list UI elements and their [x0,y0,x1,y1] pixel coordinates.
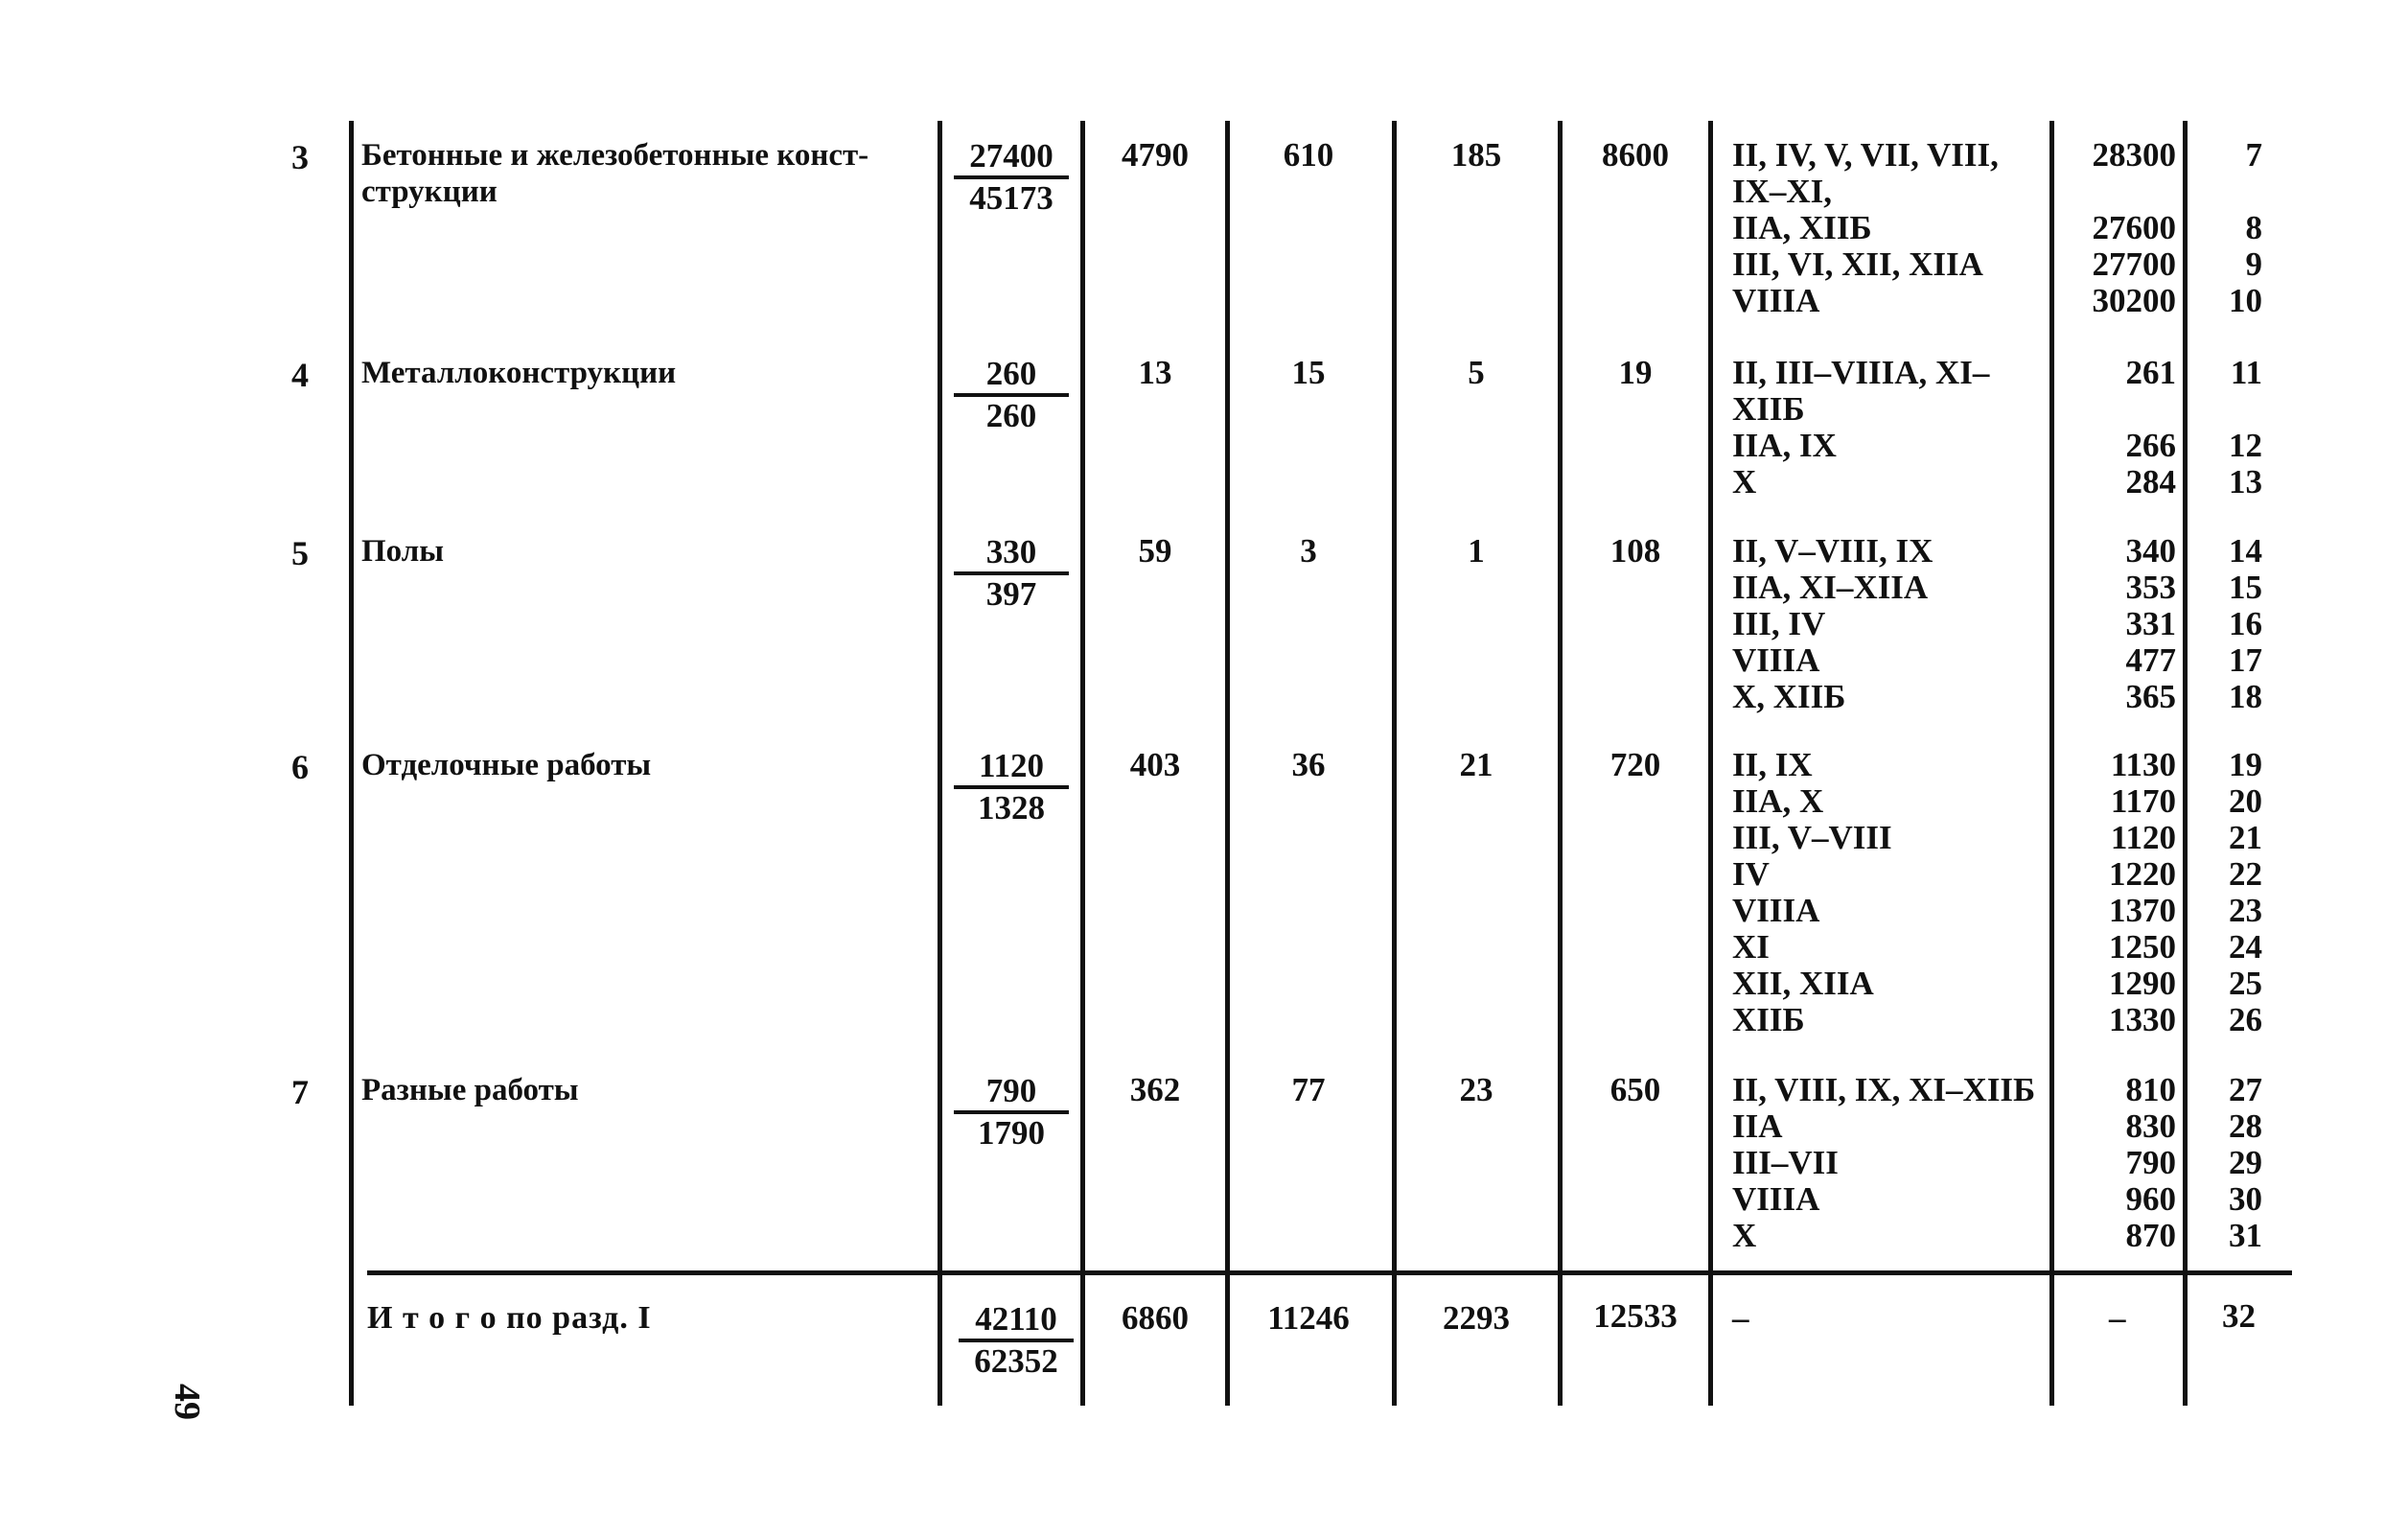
fraction-denominator: 260 [985,397,1037,434]
index-line: 12 [2229,427,2262,464]
region-line: IIA [1732,1107,1783,1145]
region-line: XII, XIIA [1732,965,1874,1002]
fraction-denominator: 397 [985,575,1037,613]
region-line: II, VIII, IX, XI–XIIБ [1732,1071,2036,1108]
work-name: Бетонные и железобетонные конст-струкции [361,138,869,209]
value-col2: 610 [1283,136,1334,174]
index-line: 24 [2229,928,2262,966]
column-rule [2183,121,2188,1406]
value-col1: 4790 [1122,136,1189,174]
value-line: 1250 [2109,928,2176,966]
value-line: 1120 [2110,819,2176,856]
index-line: 25 [2229,965,2262,1002]
region-line: XIIБ [1732,390,1805,428]
index-line: 30 [2229,1180,2262,1218]
value-line: 27700 [2092,245,2176,283]
region-line: III, IV [1732,605,1826,642]
value-col2: 77 [1291,1071,1326,1108]
value-line: 27600 [2092,209,2176,246]
value-line [2061,174,2176,210]
index-list [2195,137,2262,319]
region-list [1732,355,2049,501]
value-list [2061,355,2176,501]
index-line: 28 [2229,1107,2262,1145]
index-line: 9 [2245,245,2262,283]
fraction-numerator: 330 [954,533,1069,575]
region-list [1732,137,2049,319]
value-line: 477 [2125,641,2176,679]
region-line: VIIIA [1732,641,1820,679]
value-col4: 650 [1609,1071,1661,1108]
value-line: 1370 [2109,892,2176,929]
value-line: 1220 [2109,855,2176,893]
row-number: 6 [291,748,309,786]
index-line: 15 [2229,569,2262,606]
value-line: 261 [2125,354,2176,391]
column-rule [349,121,354,1406]
column-rule [1080,121,1085,1406]
total-col2: 11246 [1267,1299,1350,1337]
total-col3: 2293 [1443,1299,1510,1337]
index-line [2195,174,2262,210]
index-line: 8 [2245,209,2262,246]
region-line: X [1732,1217,1757,1254]
region-list [1732,533,2049,715]
total-value: – [2109,1299,2126,1337]
value-col1: 362 [1129,1071,1181,1108]
total-fraction-top: 42110 [959,1300,1074,1342]
value-list [2061,137,2176,319]
value-line: 870 [2125,1217,2176,1254]
value-line: 790 [2125,1144,2176,1181]
fraction [954,747,1069,827]
value-line: 810 [2125,1071,2176,1108]
total-separator [367,1270,2292,1275]
region-line: IIA, IX [1732,427,1837,464]
value-col1: 59 [1138,532,1172,570]
value-col4: 19 [1618,354,1653,391]
region-line: IV [1732,855,1770,893]
value-list [2061,1072,2176,1254]
index-line: 10 [2229,282,2262,319]
row-number: 5 [291,534,309,572]
region-line: VIIIA [1732,1180,1820,1218]
work-name: Полы [361,534,445,569]
index-line: 11 [2230,354,2262,391]
fraction-numerator: 790 [954,1072,1069,1114]
index-line: 14 [2229,532,2262,570]
value-col1: 13 [1138,354,1172,391]
value-line: 30200 [2092,282,2176,319]
value-line: 365 [2125,678,2176,715]
index-line: 19 [2229,746,2262,783]
work-name: Металлоконструкции [361,356,677,390]
fraction-numerator: 260 [954,355,1069,397]
fraction [954,355,1069,435]
value-col3: 185 [1450,136,1502,174]
value-line: 331 [2125,605,2176,642]
value-list [2061,747,2176,1038]
value-line: 28300 [2092,136,2176,174]
fraction [954,533,1069,614]
region-line: III–VII [1732,1144,1839,1181]
index-list [2195,533,2262,715]
region-line: IIA, XIIБ [1732,209,1872,246]
value-line: 830 [2125,1107,2176,1145]
total-regions: – [1732,1299,1749,1337]
column-rule [1225,121,1230,1406]
fraction [954,137,1069,218]
value-col3: 21 [1459,746,1493,783]
index-line: 7 [2245,136,2262,174]
index-line: 31 [2229,1217,2262,1254]
index-line: 18 [2229,678,2262,715]
index-line: 16 [2229,605,2262,642]
index-list [2195,747,2262,1038]
value-line: 1330 [2109,1001,2176,1038]
total-fraction-bottom: 62352 [974,1342,1058,1380]
value-line: 1130 [2110,746,2176,783]
value-col2: 3 [1300,532,1317,570]
column-rule [1708,121,1713,1406]
value-col2: 36 [1291,746,1326,783]
fraction-numerator: 1120 [954,747,1069,789]
value-line: 353 [2125,569,2176,606]
region-line: II, IV, V, VII, VIII, [1732,136,1999,174]
value-col3: 23 [1459,1071,1493,1108]
index-line [2195,391,2262,428]
region-line: VIIIA [1732,892,1820,929]
region-line: IIA, XI–XIIA [1732,569,1929,606]
value-col4: 720 [1609,746,1661,783]
index-line: 27 [2229,1071,2262,1108]
region-line: III, VI, XII, XIIA [1732,245,1983,283]
index-line: 17 [2229,641,2262,679]
value-col3: 1 [1468,532,1485,570]
region-line: IIA, X [1732,782,1824,820]
value-col4: 108 [1609,532,1661,570]
index-line: 22 [2229,855,2262,893]
value-col2: 15 [1291,354,1326,391]
fraction-denominator: 45173 [969,179,1054,217]
column-rule [938,121,942,1406]
fraction-numerator: 27400 [954,137,1069,179]
value-list [2061,533,2176,715]
region-line: II, V–VIII, IX [1732,532,1933,570]
region-line: X [1732,463,1757,501]
fraction-denominator: 1328 [978,789,1045,827]
total-col4: 12533 [1593,1297,1678,1335]
region-list [1732,1072,2049,1254]
total-col1: 6860 [1122,1299,1189,1337]
value-col1: 403 [1129,746,1181,783]
index-line: 29 [2229,1144,2262,1181]
total-index: 32 [2222,1297,2256,1335]
row-number: 3 [291,138,309,176]
value-line: 960 [2125,1180,2176,1218]
work-name: Отделочные работы [361,748,652,782]
column-rule [2049,121,2054,1406]
column-rule [1558,121,1563,1406]
value-line [2061,391,2176,428]
index-line: 26 [2229,1001,2262,1038]
region-line: X, XIIБ [1732,678,1846,715]
value-col4: 8600 [1602,136,1669,174]
total-label: И т о г о по разд. I [367,1300,652,1336]
row-number: 4 [291,356,309,394]
index-list [2195,1072,2262,1254]
region-line: XIIБ [1732,1001,1805,1038]
region-line: VIIIA [1732,282,1820,319]
region-line: II, IX [1732,746,1813,783]
column-rule [1392,121,1397,1406]
page-number: 49 [167,1384,207,1420]
value-col3: 5 [1468,354,1485,391]
value-line: 1290 [2109,965,2176,1002]
value-line: 284 [2125,463,2176,501]
index-line: 23 [2229,892,2262,929]
index-line: 13 [2229,463,2262,501]
value-line: 340 [2125,532,2176,570]
index-line: 21 [2229,819,2262,856]
region-line: III, V–VIII [1732,819,1892,856]
row-number: 7 [291,1073,309,1111]
fraction-denominator: 1790 [978,1114,1045,1152]
value-line: 1170 [2110,782,2176,820]
region-line: II, III–VIIIA, XI– [1732,354,1990,391]
fraction [954,1072,1069,1153]
value-line: 266 [2125,427,2176,464]
region-line: XI [1732,928,1770,966]
index-list [2195,355,2262,501]
work-name: Разные работы [361,1073,579,1107]
index-line: 20 [2229,782,2262,820]
region-line: IX–XI, [1732,173,1833,210]
total-fraction [959,1300,1074,1381]
region-list [1732,747,2049,1038]
